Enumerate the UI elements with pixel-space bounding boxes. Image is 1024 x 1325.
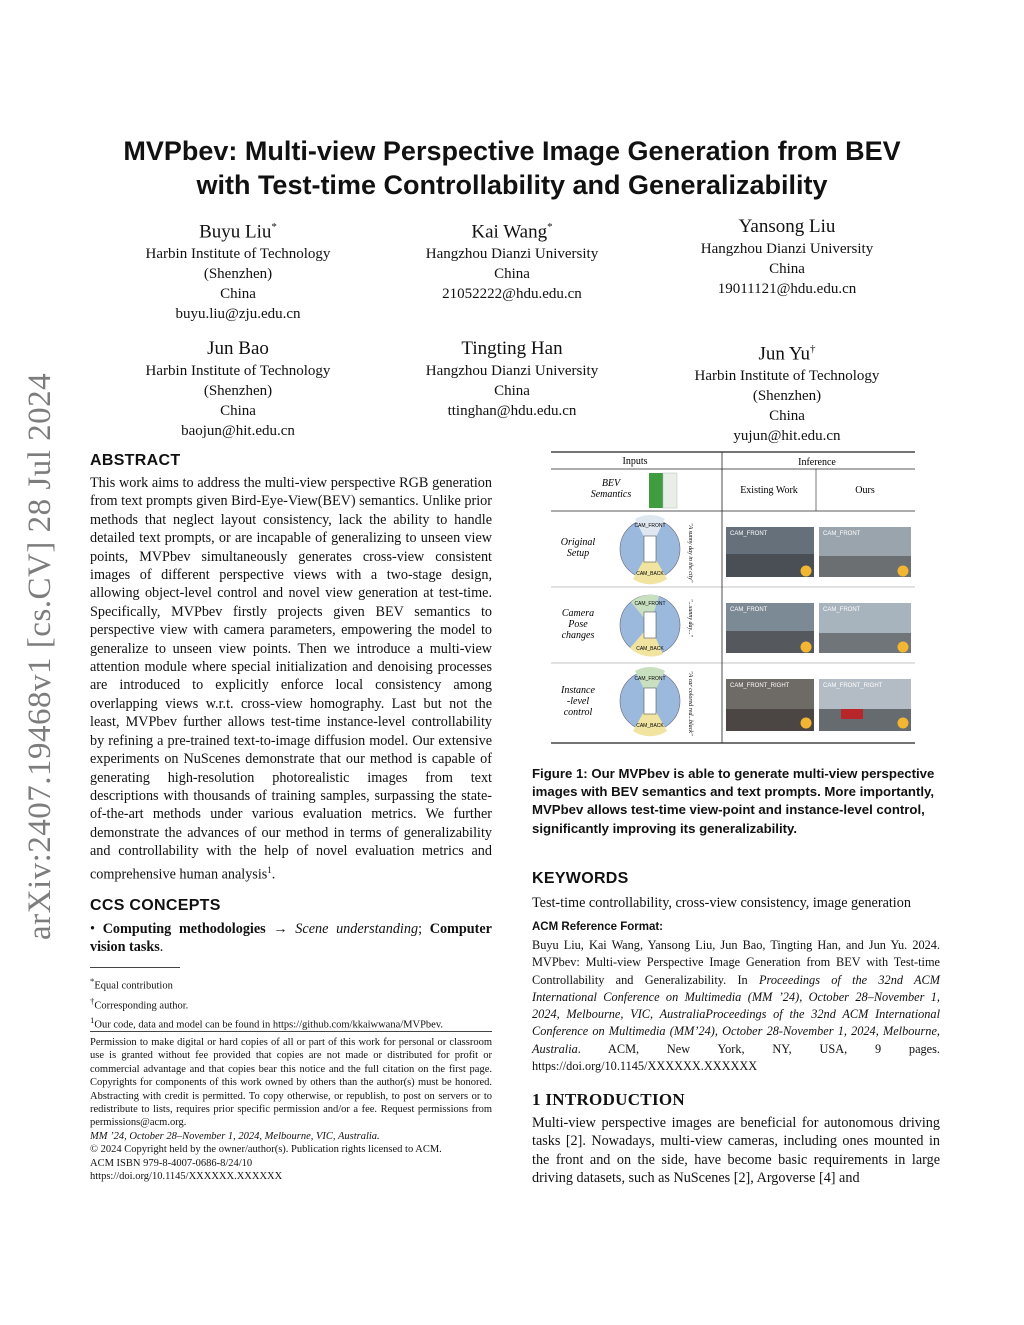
ccs-part-1: Computing methodologies	[102, 921, 266, 937]
fig-cam-back-label: CAM_BACK	[636, 723, 664, 729]
abstract-text: This work aims to address the multi-view perspective RGB generation from text prompts given Bird-Eye-View(BEV) semantics. Unlike prior methods that neglect layout consistency, lack the ability to handle detailed text prompts, or are incapable of generalizing to unseen view points, MVPbev simultaneously generates cross-view consistent images of different perspective views with a two-stage design, allowing object-level control and novel view generation at test-time. Specifically, MVPbev firstly projects given BEV semantics to perspective view with camera parameters, empowering the model to generalize to unseen view points. Then we introduce a multi-view attention module where special initialization and denoising processes are introduced to explicitly enforce local consistency among overlapping views w.r.t. cross-view homography. Last but not the least, MVPbev further allows test-time instance-level controllability by refining a pre-trained text-to-image diffusion model. Our extensive experiments on NuScenes demonstrate that our method is capable of generating high-resolution photorealistic images from text descriptions with thousands of training samples, surpassing the state-of-the-art methods under various evaluation metrics. We further demonstrate the advances of our method in terms of generalizability and controllability with the help of novel evaluation metrics and comprehensive human analysis$^1$.	[90, 475, 492, 883]
author-email[interactable]: 21052222@hdu.edu.cn	[442, 286, 582, 303]
author-block	[637, 337, 937, 446]
smiley-icon	[898, 566, 909, 577]
author-email[interactable]: baojun@hit.edu.cn	[181, 423, 295, 439]
acm-ref-venue: Proceedings of the 32nd ACM International Conference on Multimedia (MM ’24), October 28–November 1, 2024, Melbourne, VIC, AustraliaProceedings of the 32nd ACM International Conference on Multimedia (MM’24), October 28-November 1, 2024, Melbourne, Australia	[532, 972, 940, 1056]
abstract-body: This work aims to address the multi-view perspective RGB generation from text prompts given Bird-Eye-View(BEV) semantics. Unlike prior methods that neglect layout consistency, lack the ability to handle detailed text prompts, or are incapable of generalizing to unseen view points, MVPbev simultaneously generates cross-view consistent images of different perspective views with a two-stage design, allowing object-level control and novel view generation at test-time. Specifically, MVPbev firstly projects given BEV semantics to perspective view with camera parameters, empowering the model to generalize to unseen view points. Then we introduce a multi-view attention module where special initialization and denoising processes are introduced to explicitly enforce local consistency among overlapping views w.r.t. cross-view homography. Last but not the least, MVPbev further allows test-time instance-level controllability by refining a pre-trained text-to-image diffusion model. Our extensive experiments on NuScenes demonstrate that our method is capable of generating high-resolution photorealistic images from text descriptions with thousands of training samples, surpassing the state-of-the-art methods under various evaluation metrics. We further demonstrate the advances of our method in terms of generalizability and controllability with the help of novel evaluation metrics and comprehensive human analysis	[90, 475, 492, 883]
author-mark: †	[810, 343, 816, 355]
author-block	[362, 337, 662, 421]
fig-row-label: Pose	[568, 619, 588, 630]
author-country: China	[494, 383, 530, 399]
author-email[interactable]: 19011121@hdu.edu.cn	[717, 281, 857, 297]
footnote-text: Equal contribution	[94, 980, 173, 992]
author-affiliation: (Shenzhen)	[203, 383, 273, 399]
introduction-text: Multi-view perspective images are beneficial for autonomous driving tasks [2]. Nowadays, multi-view cameras, including ones mounted in the front and on the side, have become basic requirements in large driving datasets, such as NuScenes [2], Argoverse [4] and	[532, 1115, 940, 1187]
fig-bev-label-2: Semantics	[590, 489, 632, 500]
fig-row-label: -level	[566, 696, 590, 707]
fig-ours-road	[819, 709, 911, 731]
fig-col-inference: Inference	[798, 457, 836, 468]
fig-cam-front-label: CAM_FRONT	[634, 676, 666, 682]
author-name: Kai Wang	[471, 221, 548, 243]
car-icon	[644, 688, 656, 714]
author-name: Tingting Han	[461, 338, 563, 359]
fig-text-prompt: "A sunny day in the city"	[687, 523, 693, 583]
permission-text: Permission to make digital or hard copies of all or part of this work for personal or classroom use is granted without fee provided that copies are not made or distributed for profit or commercial advantage and that copies bear this notice and the full citation on the first page. Copyrights for components of this work owned by others than the author(s) must be honored. Abstracting with credit is permitted. To copy otherwise, or republish, to post on servers or to redistribute to lists, requires prior specific permission and/or a fee. Request permissions from permissions@acm.org.	[90, 1037, 492, 1129]
keywords-text: Test-time controllability, cross-view consistency, image generation	[532, 895, 911, 911]
permission-block	[90, 1036, 492, 1183]
fig-existing-label: Existing Work	[740, 485, 798, 496]
author-affiliation: Hangzhou Dianzi University	[700, 241, 874, 257]
acm-ref-tail: . ACM, New York, NY, USA, 9 pages. https://doi.org/10.1145/XXXXXX.XXXXXX	[532, 1041, 940, 1074]
author-country: China	[494, 266, 530, 283]
footnotes	[90, 974, 492, 1033]
author-affiliation: Hangzhou Dianzi University	[425, 363, 599, 379]
arxiv-stamp: arXiv:2407.19468v1 [cs.CV] 28 Jul 2024	[22, 372, 58, 940]
author-name: Buyu Liu	[199, 221, 272, 243]
author-block	[637, 215, 937, 299]
title-line-2: with Test-time Controllability and Generalizability	[196, 170, 828, 200]
abstract-footnote-mark: 1	[267, 864, 272, 875]
fig-ours-road	[819, 556, 911, 577]
fig-ours-road	[819, 633, 911, 653]
frown-icon	[801, 642, 812, 653]
ccs-text	[90, 920, 492, 957]
fig-image-label: CAM_FRONT_RIGHT	[823, 683, 883, 689]
fig-row-label: Setup	[566, 548, 590, 559]
author-name: Jun Yu	[758, 343, 811, 365]
permission-doi[interactable]: https://doi.org/10.1145/XXXXXX.XXXXXX	[90, 1171, 283, 1183]
frown-icon	[801, 718, 812, 729]
ccs-arrow: →	[265, 921, 296, 937]
author-mark: *	[271, 221, 277, 233]
fig-cam-front-label: CAM_FRONT	[634, 523, 666, 529]
fig-bev-strip-bg	[663, 473, 677, 508]
fig-row-label: Instance	[561, 685, 595, 696]
footnote-text: Our code, data and model can be found in https://github.com/kkaiwwana/MVPbev.	[94, 1019, 444, 1031]
footnote-item	[90, 974, 492, 994]
author-email[interactable]: ttinghan@hdu.edu.cn	[447, 403, 577, 419]
fig-row-2	[562, 595, 911, 657]
figure-caption: Figure 1: Our MVPbev is able to generate multi-view perspective images with BEV semantics and text prompts. More importantly, MVPbev allows test-time view-point and instance-level control, significantly improving its generalizability.	[532, 766, 935, 836]
fig-cam-back-label: CAM_BACK	[636, 571, 664, 577]
introduction-heading: 1 INTRODUCTION	[532, 1090, 685, 1109]
footnote-mark: †	[90, 995, 95, 1006]
fig-cam-back-label: CAM_BACK	[636, 646, 664, 652]
ccs-heading: CCS CONCEPTS	[90, 897, 221, 914]
author-mark: *	[547, 221, 553, 233]
fig-image-label: CAM_FRONT	[730, 607, 768, 613]
author-country: China	[769, 261, 805, 277]
figure-1	[551, 451, 915, 744]
footnote-mark: 1	[90, 1015, 95, 1025]
permission-isbn: ACM ISBN 979-8-4007-0686-8/24/10	[90, 1157, 253, 1169]
acm-reference-heading: ACM Reference Format:	[532, 921, 663, 933]
footnote-mark: *	[90, 976, 95, 986]
smiley-icon	[898, 642, 909, 653]
permission-venue: MM ’24, October 28–November 1, 2024, Melbourne, VIC, Australia.	[90, 1130, 380, 1142]
footnote-rule	[90, 967, 180, 968]
author-country: China	[220, 403, 256, 419]
footnote-text: Corresponding author.	[94, 1000, 189, 1011]
fig-row-label: Camera	[561, 608, 595, 619]
fig-image-label: CAM_FRONT	[823, 607, 861, 613]
author-affiliation: Hangzhou Dianzi University	[425, 246, 599, 263]
fig-row-label: control	[563, 707, 593, 718]
author-block	[88, 337, 388, 441]
fig-cam-front-label: CAM_FRONT	[634, 601, 666, 607]
fig-row-label: changes	[561, 630, 595, 641]
author-block	[362, 215, 662, 304]
author-country: China	[220, 286, 256, 303]
ccs-sep: ;	[418, 921, 430, 937]
fig-existing-road	[726, 554, 814, 577]
fig-existing-road	[726, 709, 814, 731]
author-country: China	[769, 408, 805, 425]
permission-rule	[90, 1031, 492, 1032]
ccs-end: .	[159, 939, 164, 956]
paper-title	[60, 134, 964, 202]
fig-row-label: Original	[560, 537, 596, 548]
author-affiliation: (Shenzhen)	[203, 266, 273, 283]
author-email[interactable]: yujun@hit.edu.cn	[733, 428, 841, 445]
author-block	[88, 215, 388, 324]
author-name: Jun Bao	[207, 338, 269, 359]
fig-row-3	[560, 667, 911, 736]
fig-existing-road	[726, 631, 814, 653]
fig-image-label: CAM_FRONT_RIGHT	[730, 683, 790, 689]
fig-text-prompt: "...sunny day..."	[687, 599, 693, 637]
smiley-icon	[801, 566, 812, 577]
fig-bev-label-1: BEV	[601, 478, 621, 489]
author-affiliation: Harbin Institute of Technology	[694, 368, 880, 385]
fig-image-label: CAM_FRONT	[730, 531, 768, 537]
author-email[interactable]: buyu.liu@zju.edu.cn	[175, 306, 301, 323]
fig-row-1	[561, 515, 911, 584]
title-line-1: MVPbev: Multi-view Perspective Image Generation from BEV	[123, 136, 901, 166]
abstract-heading: ABSTRACT	[90, 452, 181, 469]
ccs-part-2: Scene understanding	[295, 921, 419, 937]
ccs-part-3: Computer vision tasks	[90, 921, 492, 956]
fig-col-inputs: Inputs	[622, 456, 648, 467]
fig-red-car	[841, 709, 863, 719]
fig-text-prompt: "A car colored red...black"	[687, 671, 693, 736]
acm-ref-authors: Buyu Liu, Kai Wang, Yansong Liu, Jun Bao, Tingting Han, and Jun Yu. 2024. MVPbev: Multi-view Perspective Image Generation from BEV with Test-time Controllability and Generalizability. In	[532, 938, 940, 987]
footnote-item	[90, 994, 492, 1014]
author-affiliation: Harbin Institute of Technology	[145, 246, 331, 263]
car-icon	[644, 612, 656, 638]
permission-copyright: © 2024 Copyright held by the owner/author(s). Publication rights licensed to ACM.	[90, 1144, 442, 1156]
fig-bev-strip	[649, 473, 663, 508]
author-affiliation: (Shenzhen)	[752, 388, 822, 405]
car-icon	[644, 536, 656, 562]
acm-reference-text	[532, 937, 940, 1075]
author-affiliation: Harbin Institute of Technology	[145, 363, 331, 379]
keywords-heading: KEYWORDS	[532, 870, 629, 887]
fig-ours-label: Ours	[855, 485, 875, 496]
author-name: Yansong Liu	[738, 216, 836, 237]
footnote-item	[90, 1013, 492, 1033]
ccs-bullet: •	[90, 921, 95, 937]
smiley-icon	[898, 718, 909, 729]
fig-image-label: CAM_FRONT	[823, 531, 861, 537]
